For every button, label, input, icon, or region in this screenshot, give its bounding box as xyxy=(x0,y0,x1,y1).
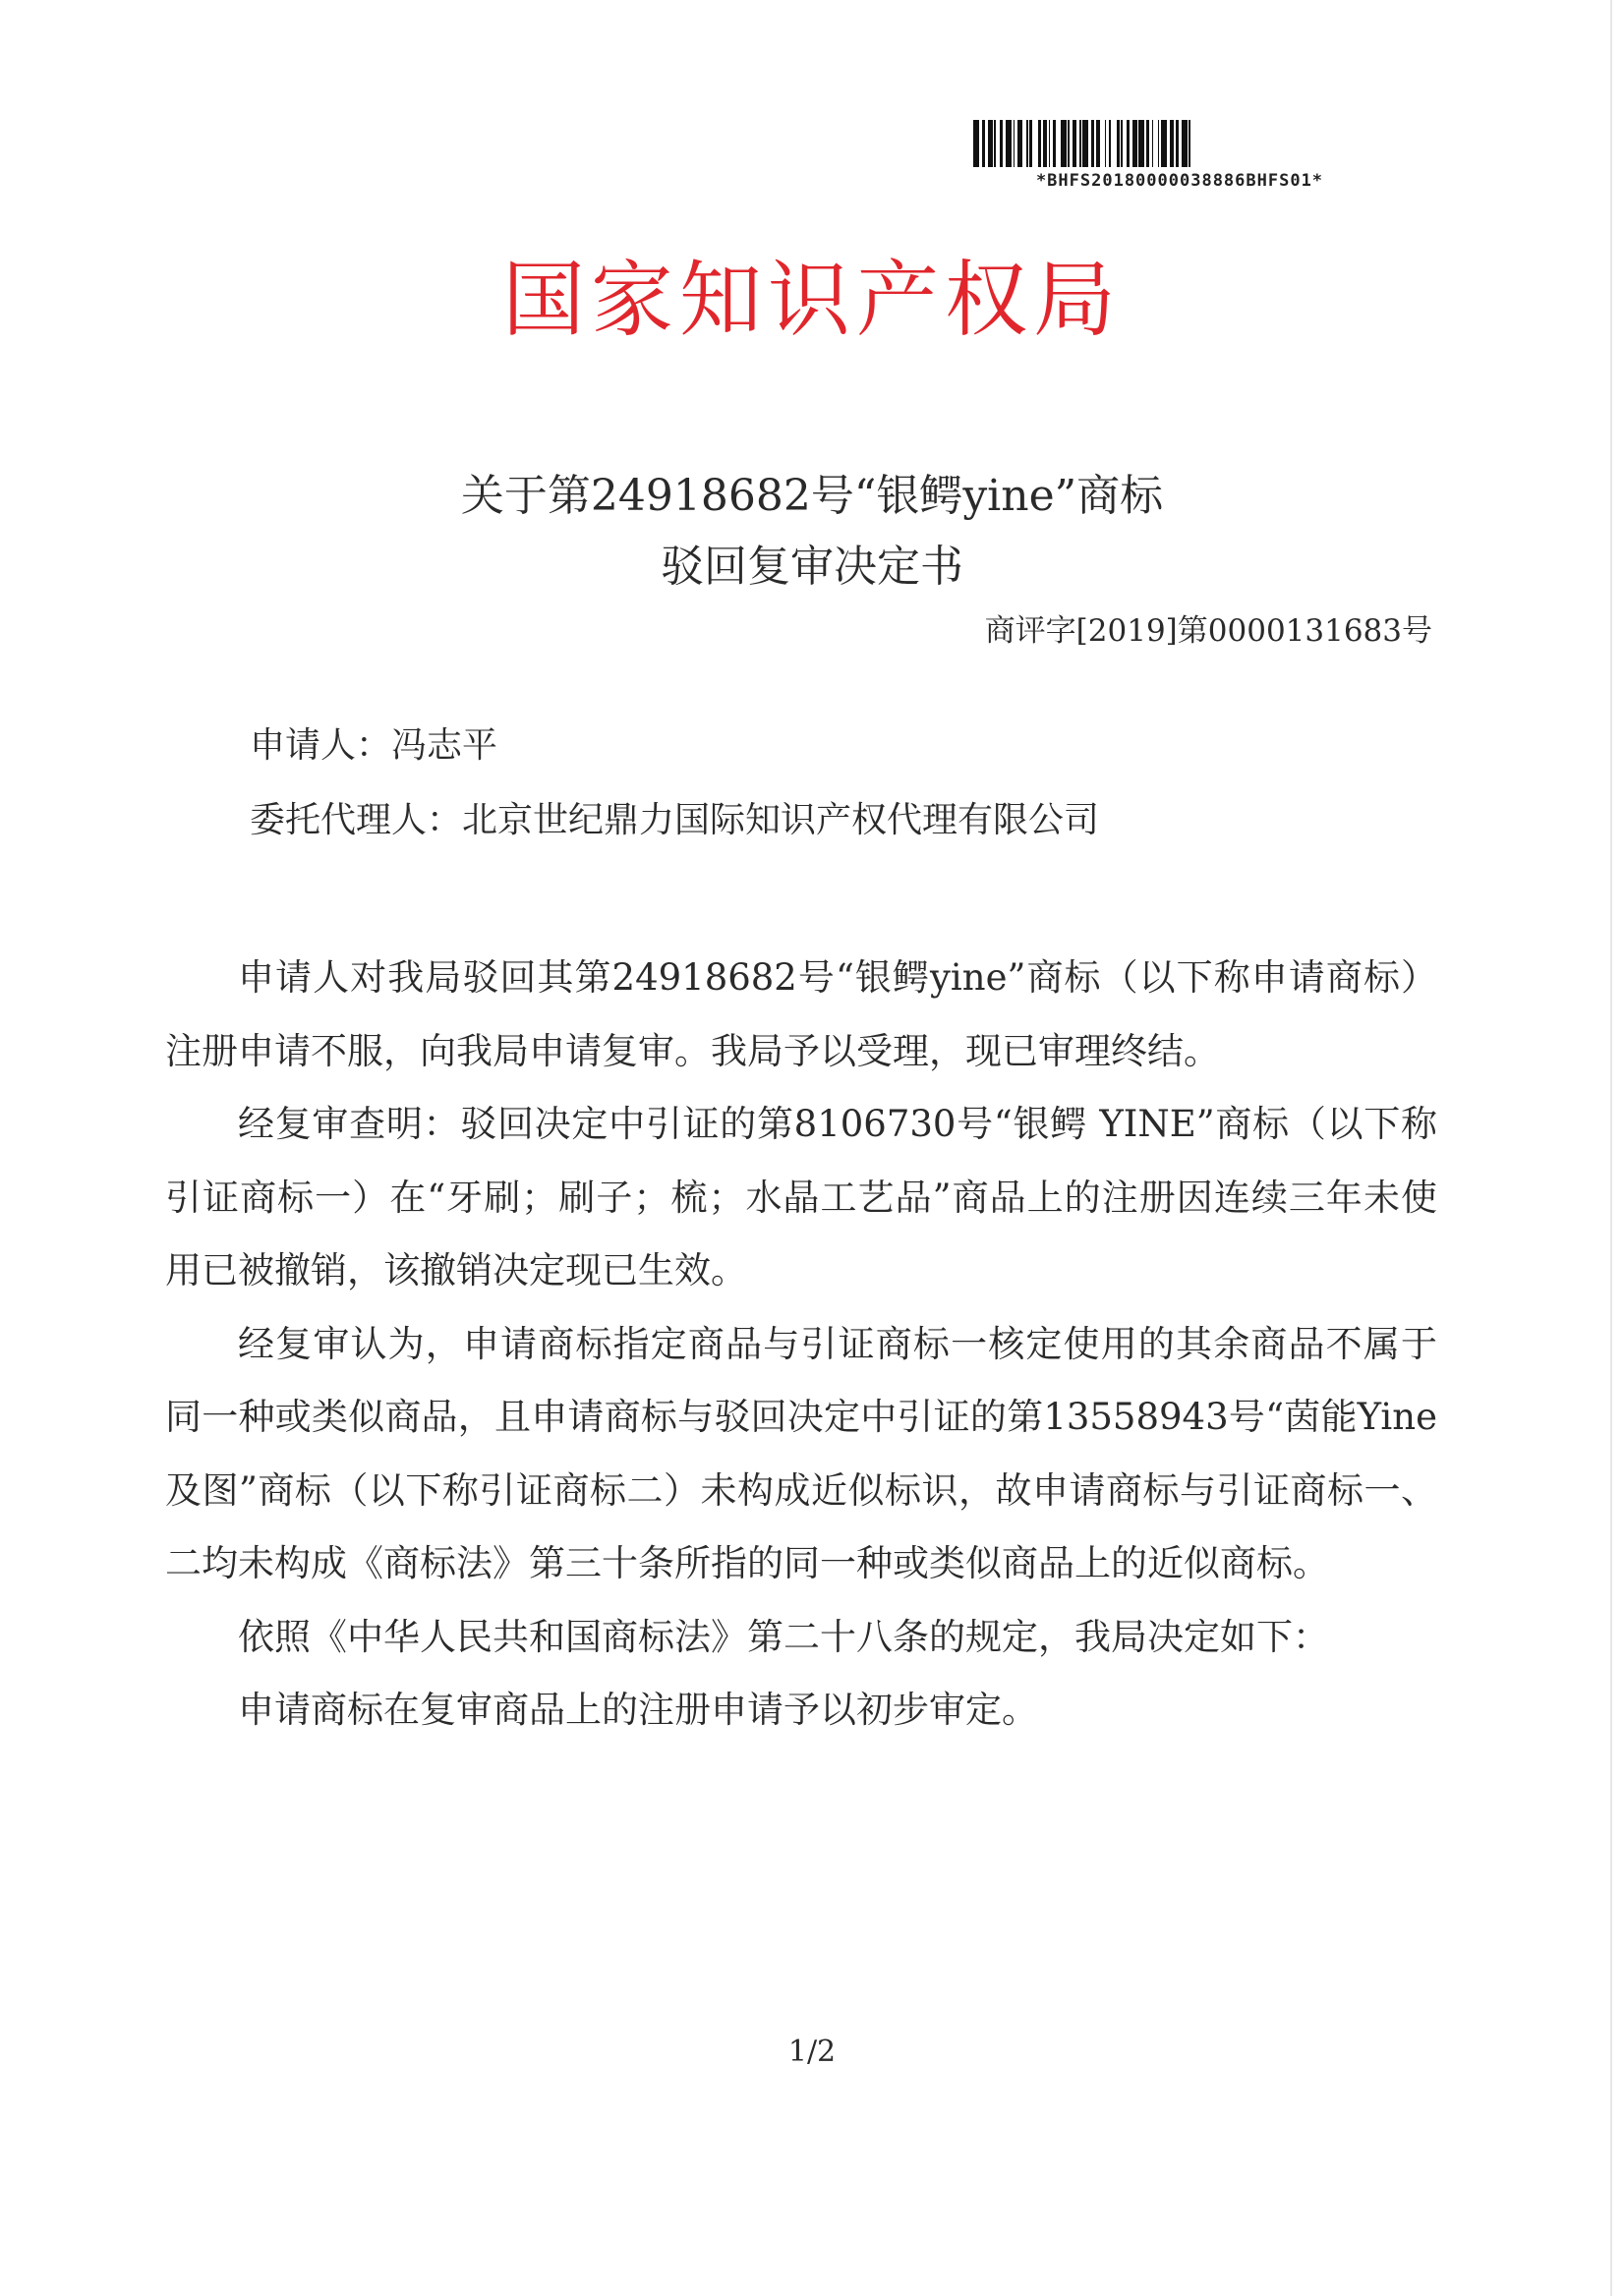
applicant-line: 申请人：冯志平 xyxy=(250,725,498,766)
agent-line: 委托代理人：北京世纪鼎力国际知识产权代理有限公司 xyxy=(250,800,1100,840)
paragraph-decision: 申请商标在复审商品上的注册申请予以初步审定。 xyxy=(238,1689,1038,1731)
decision-body xyxy=(165,942,1437,1748)
paragraph-findings: 经复审查明：驳回决定中引证的第8106730号“银鳄 YINE”商标（以下称引证商标一）在“牙刷；刷子；梳；水晶工艺品”商品上的注册因连续三年未使用已被撤销，该撤销决定现已生效。 xyxy=(165,1103,1437,1292)
paragraph-request: 申请人对我局驳回其第24918682号“银鳄yine”商标（以下称申请商标）注册申请不服，向我局申请复审。我局予以受理，现已审理终结。 xyxy=(165,956,1437,1072)
barcode-bar xyxy=(1190,120,1195,167)
agency-name: 国家知识产权局 xyxy=(501,252,1122,348)
page-number: 1/2 xyxy=(787,2035,837,2069)
paragraph-reasoning: 经复审认为，申请商标指定商品与引证商标一核定使用的其余商品不属于同一种或类似商品，且申请商标与驳回决定中引证的第13558943号“茵能Yine及图”商标（以下称引证商标二）未构成近似标识，故申请商标与引证商标一、二均未构成《商标法》第三十条所指的同一种或类似商品上的近似商标。 xyxy=(165,1322,1437,1584)
reference-number: 商评字[2019]第0000131683号 xyxy=(984,613,1432,649)
document-title-line2: 驳回复审决定书 xyxy=(661,542,963,592)
barcode xyxy=(973,120,1386,191)
paragraph-legal-basis: 依照《中华人民共和国商标法》第二十八条的规定，我局决定如下： xyxy=(238,1615,1329,1658)
barcode-bars xyxy=(973,120,1386,167)
document-title-line1: 关于第24918682号“银鳄yine”商标 xyxy=(460,471,1164,521)
barcode-text: *BHFS20180000038886BHFS01* xyxy=(1035,171,1324,191)
